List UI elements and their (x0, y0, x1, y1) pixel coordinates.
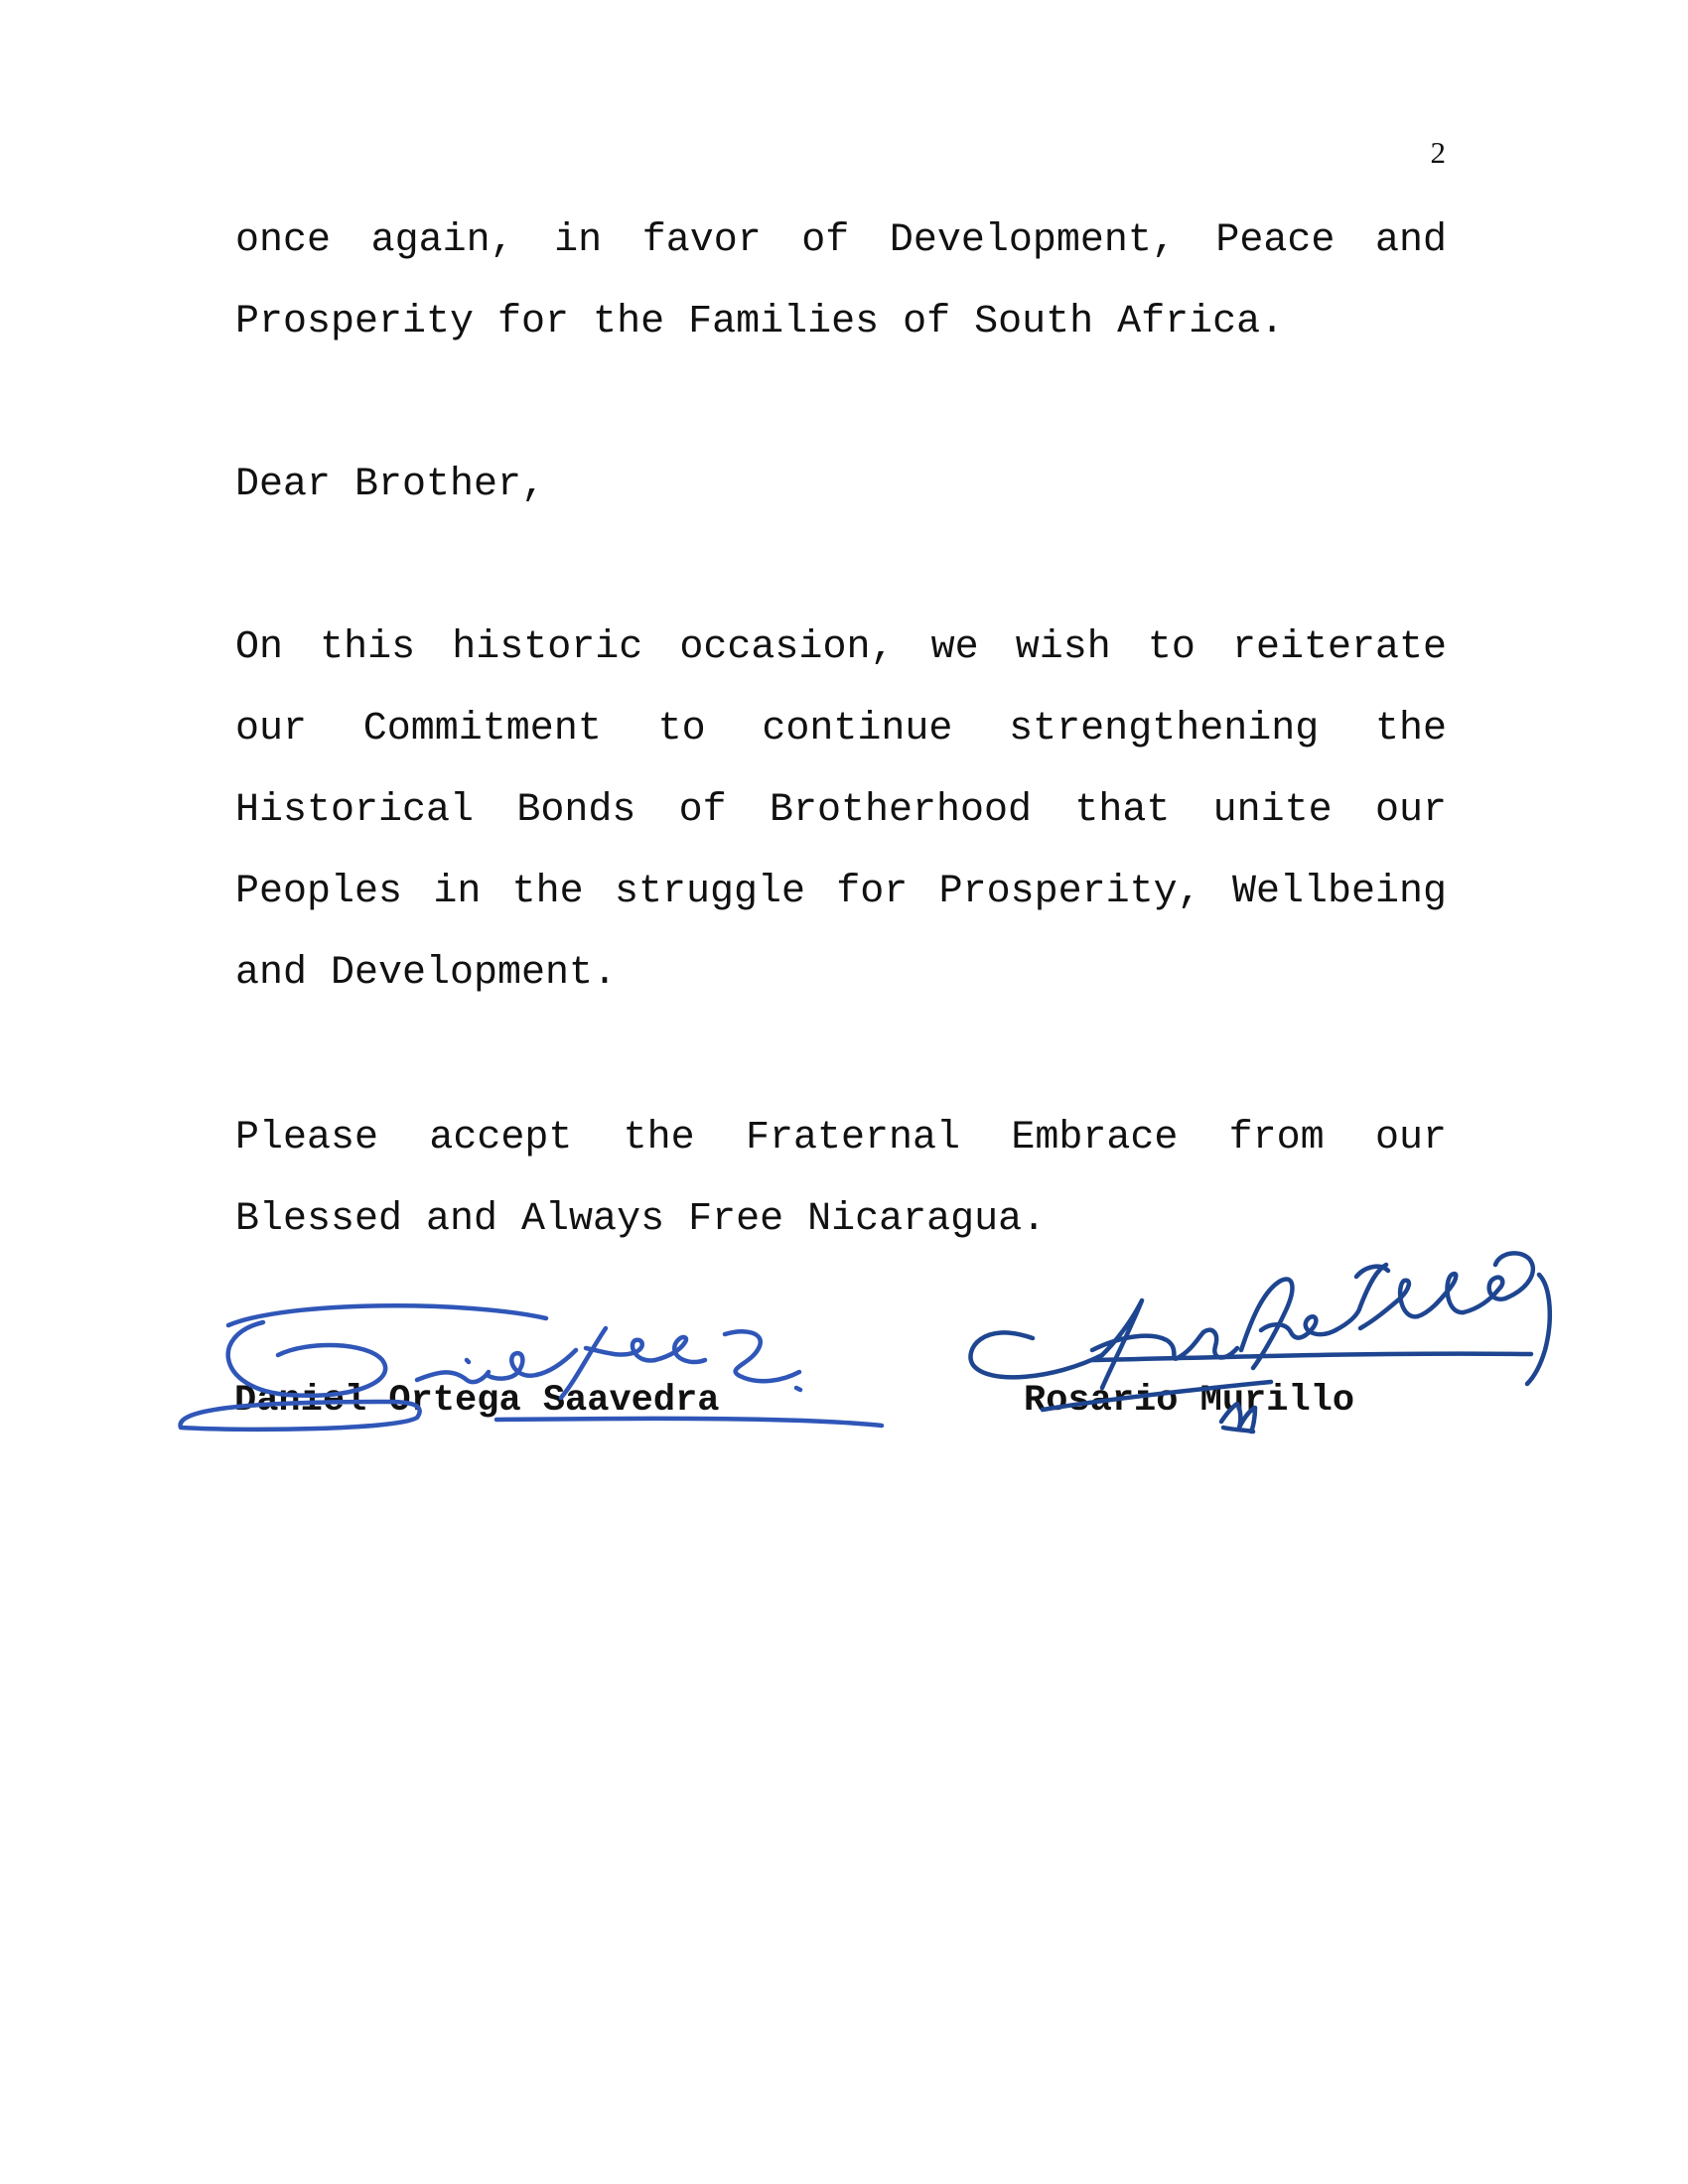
signatory-name-ortega: Daniel Ortega Saavedra (234, 1380, 720, 1422)
signatory-name-murillo: Rosario Murillo (1024, 1380, 1355, 1422)
paragraph-commitment: On this historic occasion, we wish to reiterate our Commitment to continue strengthening the Historical Bonds of Brotherhood that unite our Peoples in the struggle for Prosperity, Wellbeing and Development. (235, 625, 1447, 996)
paragraph-closing-wishes: once again, in favor of Development, Peace and Prosperity for the Families of South Africa. (235, 218, 1447, 344)
signature-ortega-handwritten (169, 1281, 904, 1449)
signature-murillo-handwritten (943, 1241, 1559, 1489)
paragraph-salutation: Dear Brother, (235, 463, 546, 507)
page-number: 2 (1430, 135, 1446, 170)
paragraph-embrace: Please accept the Fraternal Embrace from our Blessed and Always Free Nicaragua. (235, 1116, 1447, 1242)
